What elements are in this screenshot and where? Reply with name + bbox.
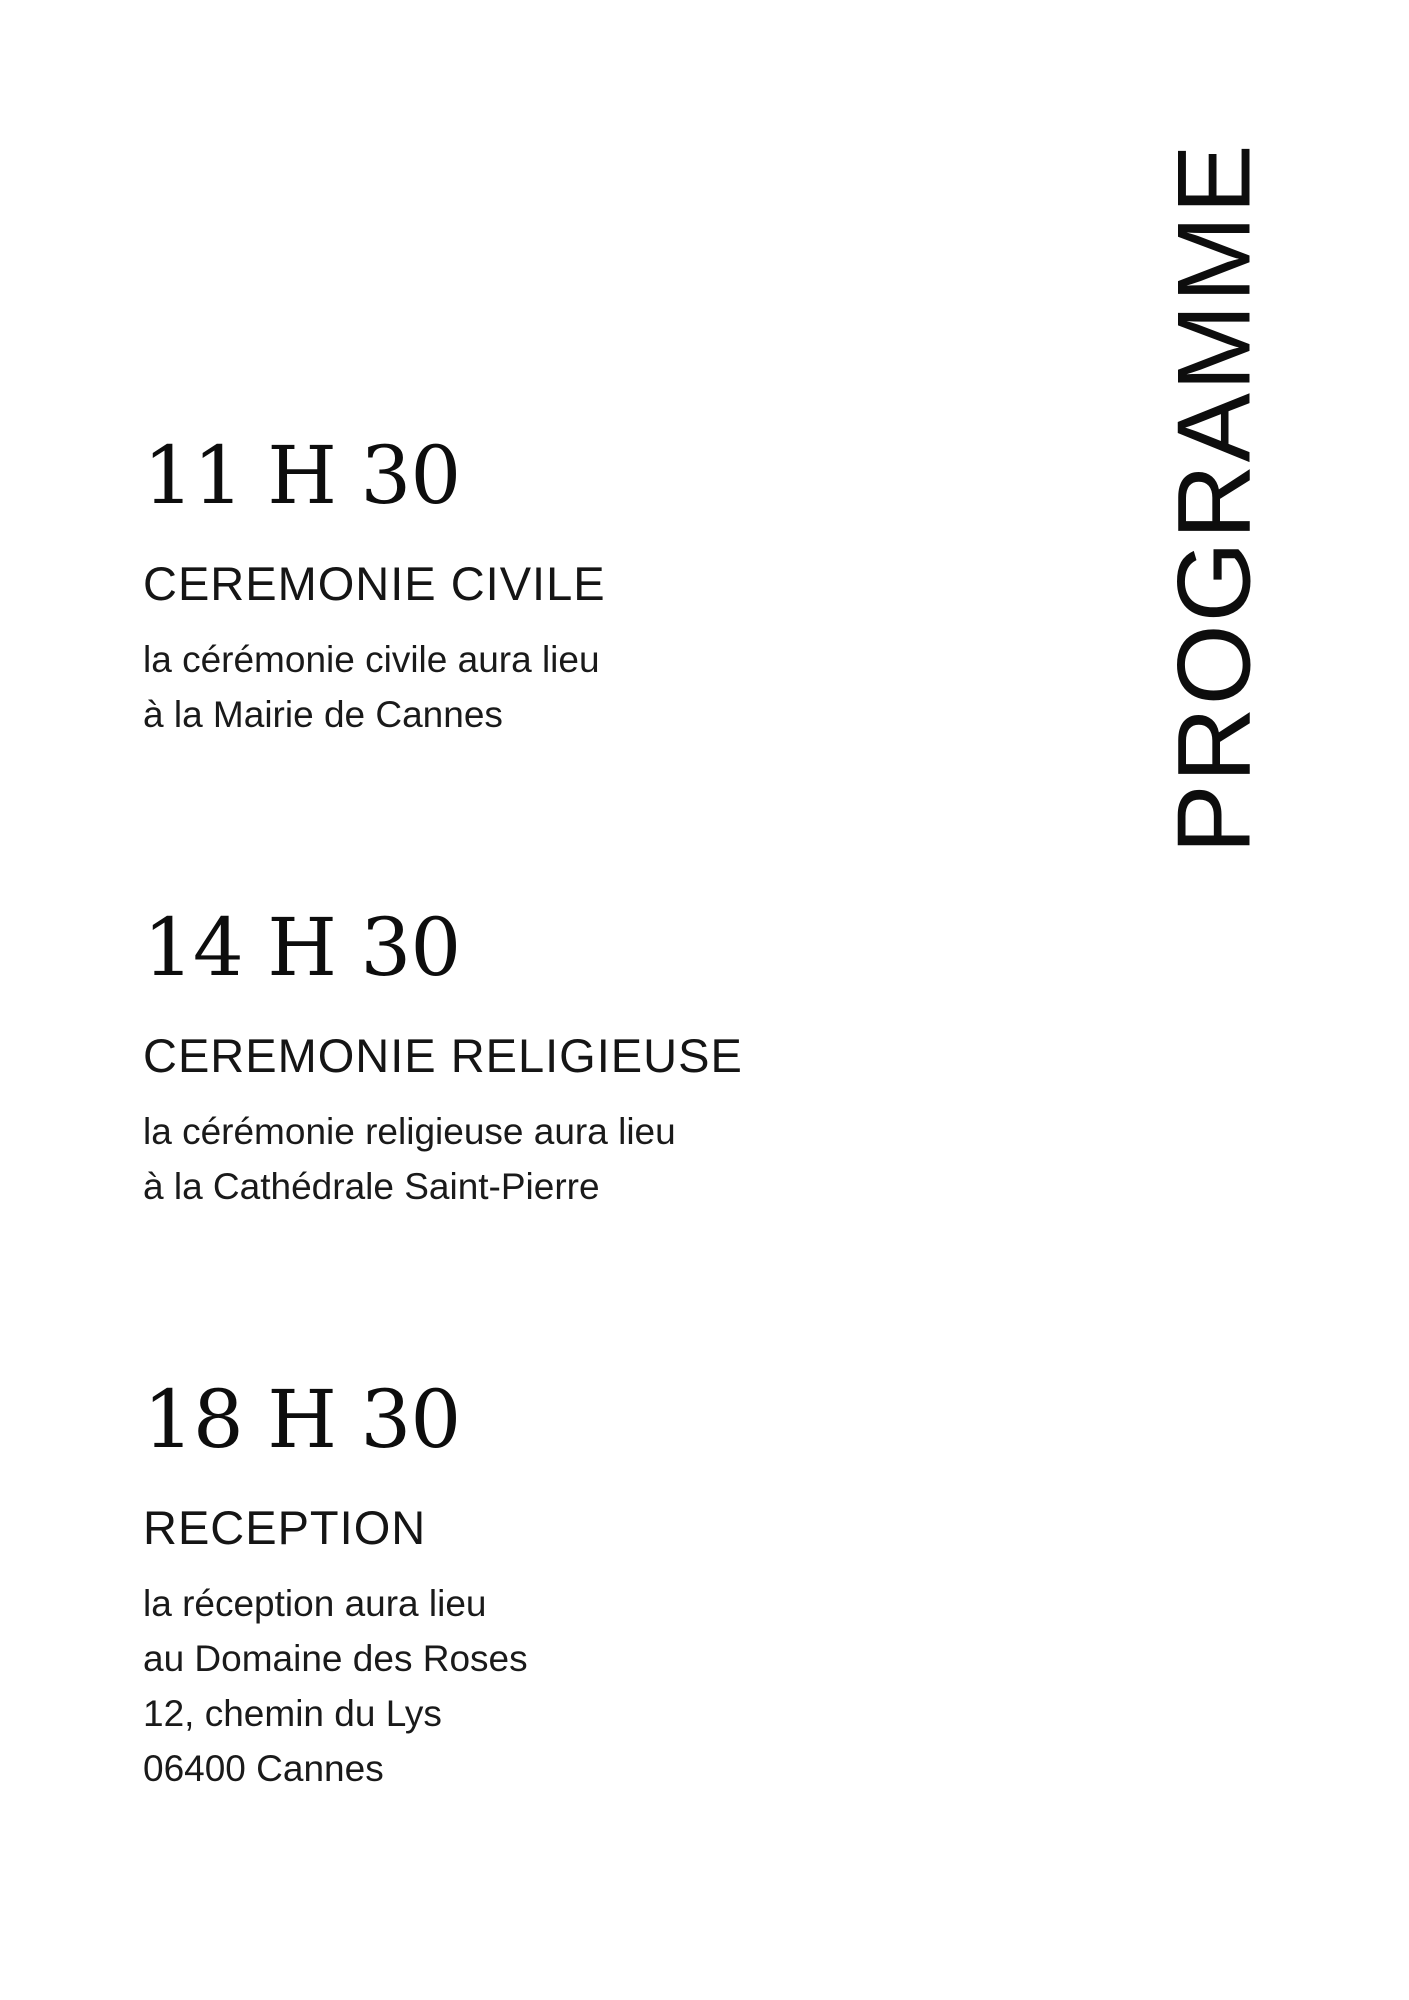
- event-civil-ceremony: [143, 426, 1043, 742]
- event-description: [143, 1104, 1043, 1214]
- event-description-line: la cérémonie religieuse aura lieu: [143, 1111, 676, 1152]
- event-description-line: à la Mairie de Cannes: [143, 694, 503, 735]
- event-description: [143, 632, 1043, 742]
- event-title: CEREMONIE CIVILE: [143, 557, 606, 610]
- page-title: [1157, 140, 1273, 855]
- event-time: 14 H 30: [143, 901, 461, 994]
- event-address-line: 06400 Cannes: [143, 1748, 384, 1789]
- page-title-text: PROGRAMME: [1157, 141, 1273, 854]
- event-address-line: 12, chemin du Lys: [143, 1693, 442, 1734]
- event-description-line: la réception aura lieu: [143, 1583, 487, 1624]
- event-description-line: la cérémonie civile aura lieu: [143, 639, 600, 680]
- event-title: CEREMONIE RELIGIEUSE: [143, 1029, 743, 1082]
- event-time: 11 H 30: [143, 429, 461, 522]
- event-description: [143, 1576, 1043, 1796]
- event-reception: [143, 1370, 1043, 1796]
- event-description-line: à la Cathédrale Saint-Pierre: [143, 1166, 600, 1207]
- event-time: 18 H 30: [143, 1373, 461, 1466]
- event-description-line: au Domaine des Roses: [143, 1638, 528, 1679]
- event-religious-ceremony: [143, 898, 1043, 1214]
- event-title: RECEPTION: [143, 1501, 427, 1554]
